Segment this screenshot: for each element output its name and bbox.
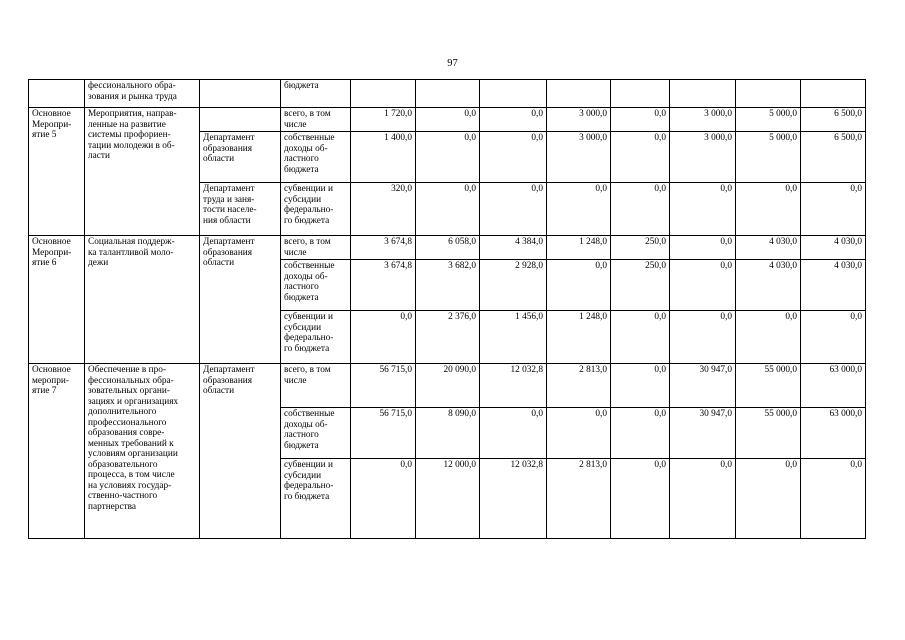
value-cell bbox=[480, 80, 547, 108]
value-cell: 55 000,0 bbox=[736, 408, 801, 459]
value-cell: 12 000,0 bbox=[416, 459, 480, 539]
measure-description-cell: фессионального обра- зования и рынка труда bbox=[85, 80, 200, 108]
value-cell: 0,0 bbox=[611, 459, 670, 539]
value-cell bbox=[547, 80, 611, 108]
value-cell: 0,0 bbox=[480, 183, 547, 236]
executor-cell: Департамент образования области bbox=[200, 364, 281, 539]
value-cell: 0,0 bbox=[547, 260, 611, 311]
value-cell: 63 000,0 bbox=[801, 364, 866, 408]
value-cell: 0,0 bbox=[670, 236, 736, 260]
measure-description-cell: Мероприятия, направ- ленные на развитие системы профориен- тации молодежи в об- ласти bbox=[85, 108, 200, 236]
value-cell: 0,0 bbox=[480, 108, 547, 132]
value-cell: 0,0 bbox=[670, 183, 736, 236]
value-cell: 0,0 bbox=[736, 183, 801, 236]
value-cell bbox=[736, 80, 801, 108]
funding-source-cell: субвенции и субсидии федерально- го бюджета bbox=[281, 311, 351, 364]
value-cell: 12 032,8 bbox=[480, 459, 547, 539]
value-cell: 1 400,0 bbox=[351, 132, 416, 183]
value-cell bbox=[611, 80, 670, 108]
value-cell: 63 000,0 bbox=[801, 408, 866, 459]
funding-source-cell: субвенции и субсидии федерально- го бюджета bbox=[281, 183, 351, 236]
table-row bbox=[29, 364, 866, 408]
value-cell: 3 674,8 bbox=[351, 236, 416, 260]
measure-code-cell: Основное меропри- ятие 7 bbox=[29, 364, 85, 539]
value-cell: 0,0 bbox=[670, 260, 736, 311]
value-cell: 0,0 bbox=[611, 183, 670, 236]
value-cell: 0,0 bbox=[736, 311, 801, 364]
value-cell: 5 000,0 bbox=[736, 108, 801, 132]
value-cell: 0,0 bbox=[611, 408, 670, 459]
value-cell: 0,0 bbox=[547, 183, 611, 236]
executor-cell: Департамент образования области bbox=[200, 236, 281, 364]
budget-table bbox=[28, 79, 866, 539]
table-row bbox=[29, 236, 866, 260]
value-cell: 320,0 bbox=[351, 183, 416, 236]
value-cell: 2 376,0 bbox=[416, 311, 480, 364]
value-cell: 4 030,0 bbox=[801, 260, 866, 311]
value-cell: 1 248,0 bbox=[547, 311, 611, 364]
page-number: 97 bbox=[447, 58, 458, 69]
value-cell: 0,0 bbox=[801, 183, 866, 236]
funding-source-cell: всего, в том числе bbox=[281, 108, 351, 132]
value-cell: 0,0 bbox=[736, 459, 801, 539]
value-cell: 1 456,0 bbox=[480, 311, 547, 364]
value-cell: 4 384,0 bbox=[480, 236, 547, 260]
table-row bbox=[29, 80, 866, 108]
funding-source-cell: собственные доходы об- ластного бюджета bbox=[281, 132, 351, 183]
table-row bbox=[29, 108, 866, 132]
value-cell: 12 032,8 bbox=[480, 364, 547, 408]
value-cell: 30 947,0 bbox=[670, 364, 736, 408]
value-cell: 30 947,0 bbox=[670, 408, 736, 459]
value-cell: 3 682,0 bbox=[416, 260, 480, 311]
value-cell: 0,0 bbox=[801, 459, 866, 539]
funding-source-cell: всего, в том числе bbox=[281, 364, 351, 408]
value-cell: 56 715,0 bbox=[351, 364, 416, 408]
funding-source-cell: всего, в том числе bbox=[281, 236, 351, 260]
value-cell: 0,0 bbox=[416, 132, 480, 183]
value-cell: 0,0 bbox=[351, 459, 416, 539]
measure-code-cell bbox=[29, 80, 85, 108]
value-cell bbox=[416, 80, 480, 108]
value-cell: 4 030,0 bbox=[736, 236, 801, 260]
funding-source-cell: собственные доходы об- ластного бюджета bbox=[281, 260, 351, 311]
value-cell: 250,0 bbox=[611, 260, 670, 311]
value-cell: 0,0 bbox=[416, 183, 480, 236]
value-cell: 3 000,0 bbox=[670, 108, 736, 132]
value-cell: 5 000,0 bbox=[736, 132, 801, 183]
value-cell bbox=[670, 80, 736, 108]
value-cell: 56 715,0 bbox=[351, 408, 416, 459]
executor-cell: Департамент образования области bbox=[200, 132, 281, 183]
value-cell: 0,0 bbox=[480, 132, 547, 183]
value-cell: 0,0 bbox=[351, 311, 416, 364]
value-cell: 0,0 bbox=[416, 108, 480, 132]
value-cell: 0,0 bbox=[611, 132, 670, 183]
value-cell: 6 500,0 bbox=[801, 132, 866, 183]
value-cell: 0,0 bbox=[670, 311, 736, 364]
value-cell: 2 813,0 bbox=[547, 459, 611, 539]
funding-source-cell: бюджета bbox=[281, 80, 351, 108]
funding-source-cell: субвенции и субсидии федерально- го бюджета bbox=[281, 459, 351, 539]
value-cell: 0,0 bbox=[670, 459, 736, 539]
executor-cell bbox=[200, 108, 281, 132]
value-cell: 0,0 bbox=[547, 408, 611, 459]
measure-description-cell: Обеспечение в про- фессиональных обра- зовательных органи- зациях и организациях дополнительного профессионального образования совре- менных требований к условиям организации образовательного процесса, в том числе на условиях государ- ственно-частного партнерства bbox=[85, 364, 200, 539]
value-cell: 0,0 bbox=[611, 364, 670, 408]
value-cell: 1 248,0 bbox=[547, 236, 611, 260]
value-cell: 2 813,0 bbox=[547, 364, 611, 408]
value-cell: 3 000,0 bbox=[670, 132, 736, 183]
value-cell: 0,0 bbox=[801, 311, 866, 364]
value-cell bbox=[801, 80, 866, 108]
measure-code-cell: Основное Меропри- ятие 5 bbox=[29, 108, 85, 236]
value-cell: 0,0 bbox=[480, 408, 547, 459]
value-cell: 250,0 bbox=[611, 236, 670, 260]
value-cell: 3 000,0 bbox=[547, 132, 611, 183]
value-cell: 2 928,0 bbox=[480, 260, 547, 311]
measure-code-cell: Основное Меропри- ятие 6 bbox=[29, 236, 85, 364]
measure-description-cell: Социальная поддерж- ка талантливой моло- дежи bbox=[85, 236, 200, 364]
value-cell: 3 674,8 bbox=[351, 260, 416, 311]
value-cell: 4 030,0 bbox=[736, 260, 801, 311]
value-cell bbox=[351, 80, 416, 108]
value-cell: 6 058,0 bbox=[416, 236, 480, 260]
value-cell: 4 030,0 bbox=[801, 236, 866, 260]
value-cell: 8 090,0 bbox=[416, 408, 480, 459]
value-cell: 20 090,0 bbox=[416, 364, 480, 408]
executor-cell bbox=[200, 80, 281, 108]
value-cell: 0,0 bbox=[611, 311, 670, 364]
executor-cell: Департамент труда и заня- тости населе- ния области bbox=[200, 183, 281, 236]
value-cell: 1 720,0 bbox=[351, 108, 416, 132]
value-cell: 3 000,0 bbox=[547, 108, 611, 132]
value-cell: 0,0 bbox=[611, 108, 670, 132]
value-cell: 55 000,0 bbox=[736, 364, 801, 408]
value-cell: 6 500,0 bbox=[801, 108, 866, 132]
funding-source-cell: собственные доходы об- ластного бюджета bbox=[281, 408, 351, 459]
